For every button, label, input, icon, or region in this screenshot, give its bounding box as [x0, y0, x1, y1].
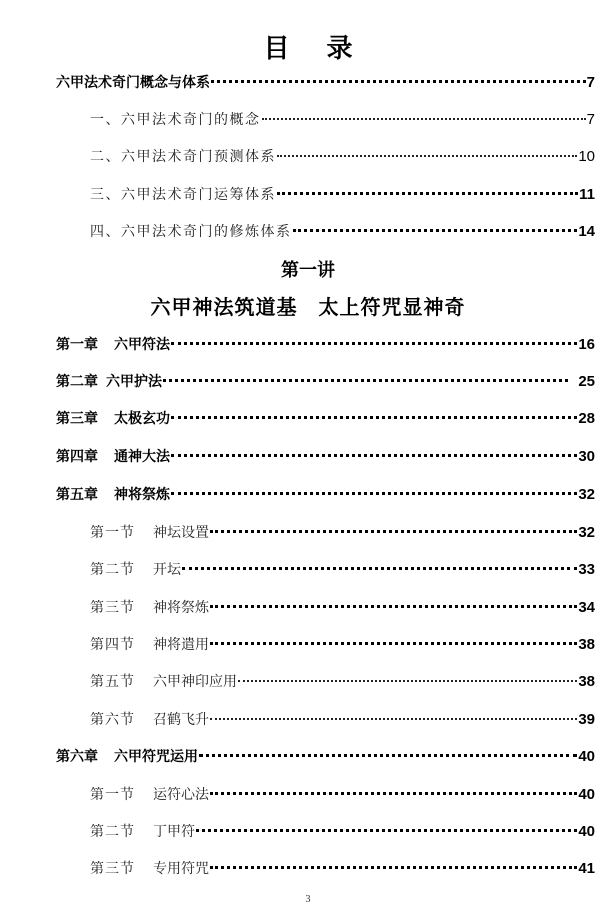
- toc-page-number: 7: [586, 111, 595, 128]
- toc-entry-label: 六甲法术奇门概念与体系: [56, 75, 210, 91]
- toc-page-number: 40: [578, 823, 595, 840]
- dot-leader: [262, 118, 586, 120]
- toc-chapter-entry[interactable]: [56, 371, 595, 391]
- toc-entry-label: 二、六甲法术奇门预测体系: [90, 149, 276, 165]
- chapter-name: 太极玄功: [114, 411, 170, 427]
- section-number: 第一节: [90, 787, 135, 803]
- toc-entry[interactable]: [90, 221, 595, 241]
- toc-page-number: 32: [578, 486, 595, 503]
- toc-section-entry[interactable]: [90, 821, 595, 841]
- chapter-name: 六甲护法: [106, 374, 162, 390]
- chapter-number: 第六章: [56, 749, 98, 765]
- toc-page-number: 32: [578, 524, 595, 541]
- dot-leader: [171, 342, 577, 345]
- toc-entry-overview[interactable]: [56, 72, 595, 92]
- section-name: 六甲神印应用: [153, 674, 237, 690]
- lecture-title: 六甲神法筑道基 太上符咒显神奇: [150, 295, 466, 319]
- footer-page-number: 3: [305, 894, 311, 905]
- toc-entry-label: [56, 446, 170, 466]
- section-number: 第三节: [90, 861, 135, 877]
- toc-entry-label: [90, 597, 209, 617]
- dot-leader: [171, 454, 577, 457]
- toc-entry-label: 四、六甲法术奇门的修炼体系: [90, 224, 292, 240]
- lecture-number: 第一讲: [281, 260, 335, 281]
- dot-leader: [293, 229, 578, 232]
- toc-section-entry[interactable]: [90, 597, 595, 617]
- toc-page-number: 39: [578, 711, 595, 728]
- dot-leader: [210, 718, 577, 720]
- dot-leader: [238, 680, 577, 682]
- toc-page-number: 34: [578, 599, 595, 616]
- toc-entry-label: [90, 858, 209, 878]
- toc-section-entry[interactable]: [90, 634, 595, 654]
- chapter-name: 通神大法: [114, 449, 170, 465]
- section-number: 第二节: [90, 824, 135, 840]
- toc-chapter-entry[interactable]: [56, 408, 595, 428]
- dot-leader: [210, 792, 577, 795]
- dot-leader: [277, 155, 577, 157]
- dot-leader: [210, 866, 577, 869]
- toc-entry-label: [90, 709, 209, 729]
- section-number: 第三节: [90, 600, 135, 616]
- toc-page-number: 16: [578, 336, 595, 353]
- section-name: 丁甲符: [153, 824, 195, 840]
- toc-entry-label: [56, 371, 162, 391]
- dot-leader: [210, 530, 577, 533]
- toc-chapter-entry[interactable]: [56, 746, 595, 766]
- toc-entry-label: [90, 784, 209, 804]
- section-number: 第二节: [90, 562, 135, 578]
- section-name: 神将遣用: [153, 637, 209, 653]
- toc-page-number: 40: [578, 748, 595, 765]
- toc-entry-label: [90, 821, 195, 841]
- toc-page-number: 7: [586, 74, 595, 91]
- dot-leader: [210, 605, 577, 608]
- toc-section-entry[interactable]: [90, 559, 595, 579]
- toc-entry-label: 一、六甲法术奇门的概念: [90, 112, 261, 128]
- section-number: 第一节: [90, 525, 135, 541]
- chapter-number: 第一章: [56, 337, 98, 353]
- toc-entry-label: [56, 334, 170, 354]
- section-number: 第四节: [90, 637, 135, 653]
- toc-entry-label: [90, 522, 209, 542]
- dot-leader: [163, 379, 568, 382]
- toc-entry-label: 三、六甲法术奇门运筹体系: [90, 187, 276, 203]
- dot-leader: [171, 492, 577, 495]
- section-number: 第六节: [90, 712, 135, 728]
- section-name: 神坛设置: [153, 525, 209, 541]
- toc-page-number: 25: [578, 373, 595, 390]
- toc-entry[interactable]: [90, 109, 595, 129]
- chapter-number: 第四章: [56, 449, 98, 465]
- toc-chapter-entry[interactable]: [56, 484, 595, 504]
- toc-entry-label: [56, 484, 170, 504]
- toc-entry[interactable]: [90, 146, 595, 166]
- toc-section-entry[interactable]: [90, 784, 595, 804]
- dot-leader: [211, 80, 586, 83]
- toc-page-number: 10: [578, 148, 595, 165]
- toc-page-number: 33: [578, 561, 595, 578]
- chapter-name: 六甲符咒运用: [114, 749, 198, 765]
- toc-entry-label: [56, 408, 170, 428]
- section-name: 专用符咒: [153, 861, 209, 877]
- toc-entry-label: [90, 671, 237, 691]
- dot-leader: [171, 416, 577, 419]
- toc-entry-label: [56, 746, 198, 766]
- toc-page-number: 11: [579, 186, 595, 203]
- toc-section-entry[interactable]: [90, 858, 595, 878]
- toc-section-entry[interactable]: [90, 709, 595, 729]
- section-name: 运符心法: [153, 787, 209, 803]
- toc-page-number: 30: [578, 448, 595, 465]
- toc-page-number: 38: [578, 636, 595, 653]
- chapter-number: 第五章: [56, 487, 98, 503]
- toc-section-entry[interactable]: [90, 671, 595, 691]
- toc-entry-label: [90, 559, 181, 579]
- toc-section-entry[interactable]: [90, 522, 595, 542]
- toc-chapter-entry[interactable]: [56, 334, 595, 354]
- dot-leader: [210, 642, 577, 645]
- toc-entry-label: [90, 634, 209, 654]
- section-name: 开坛: [153, 562, 181, 578]
- section-name: 召鹤飞升: [153, 712, 209, 728]
- page-title: 目 录: [263, 34, 367, 64]
- toc-page-number: 41: [578, 860, 595, 877]
- toc-entry[interactable]: [90, 184, 595, 204]
- section-number: 第五节: [90, 674, 135, 690]
- chapter-number: 第三章: [56, 411, 98, 427]
- toc-chapter-entry[interactable]: [56, 446, 595, 466]
- chapter-number: 第二章: [56, 374, 98, 390]
- toc-page-number: 40: [578, 786, 595, 803]
- toc-page-number: 38: [578, 673, 595, 690]
- chapter-name: 六甲符法: [114, 337, 170, 353]
- dot-leader: [196, 829, 577, 832]
- chapter-name: 神将祭炼: [114, 487, 170, 503]
- toc-page-number: 28: [578, 410, 595, 427]
- toc-page-number: 14: [578, 223, 595, 240]
- dot-leader: [199, 754, 577, 757]
- section-name: 神将祭炼: [153, 600, 209, 616]
- dot-leader: [182, 567, 577, 570]
- dot-leader: [277, 192, 578, 195]
